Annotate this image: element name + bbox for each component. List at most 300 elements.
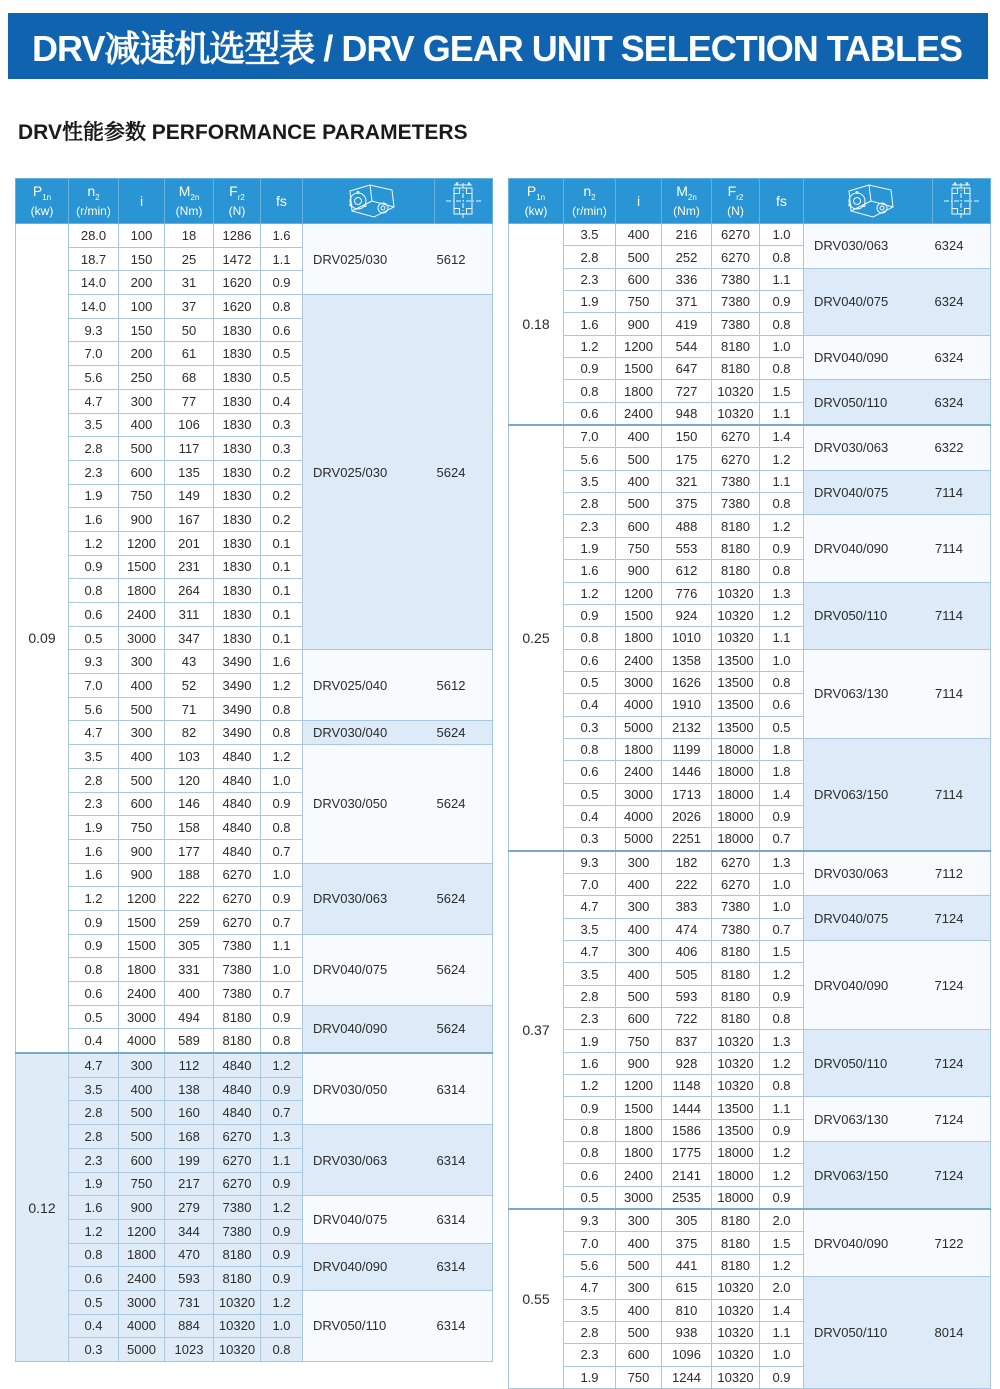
radial-force-cell: 6270: [712, 873, 760, 895]
table-row: [509, 649, 991, 671]
radial-force-cell: 10320: [712, 1052, 760, 1074]
fs-cell: 0.9: [261, 1267, 303, 1291]
model-name: DRV030/063: [814, 865, 889, 881]
radial-force-cell: 10320: [712, 1075, 760, 1097]
radial-force-cell: 18000: [712, 1142, 760, 1164]
col-header-ratio: i: [119, 179, 165, 224]
col-header-fs: fs: [261, 179, 303, 224]
n2-cell: 3.5: [564, 470, 616, 492]
ratio-cell: 1200: [119, 887, 165, 911]
ratio-cell: 300: [119, 389, 165, 413]
bearing-drawing-icon: [940, 181, 984, 221]
table-row: [16, 295, 493, 319]
ratio-cell: 1500: [119, 934, 165, 958]
ratio-cell: 900: [119, 508, 165, 532]
radial-force-cell: 1830: [214, 603, 261, 627]
fs-cell: 1.1: [760, 268, 804, 290]
table-row: [509, 1030, 991, 1052]
torque-cell: 928: [662, 1052, 712, 1074]
ratio-cell: 100: [119, 295, 165, 319]
torque-cell: 77: [165, 389, 214, 413]
fs-cell: 1.0: [760, 335, 804, 357]
fs-cell: 1.8: [760, 761, 804, 783]
table-row: [509, 224, 991, 246]
radial-force-cell: 10320: [712, 627, 760, 649]
ratio-cell: 3000: [616, 671, 662, 693]
bearing-code: 7114: [935, 786, 963, 802]
radial-force-cell: 7380: [712, 896, 760, 918]
radial-force-cell: 10320: [712, 1344, 760, 1366]
bearing-code: 6324: [934, 238, 964, 254]
torque-cell: 252: [662, 246, 712, 268]
torque-cell: 948: [662, 402, 712, 425]
model-group-cell: [804, 1209, 991, 1277]
ratio-cell: 1800: [616, 380, 662, 402]
radial-force-cell: 8180: [712, 1008, 760, 1030]
table-row: [509, 1277, 991, 1299]
ratio-cell: 5000: [616, 716, 662, 738]
fs-cell: 0.7: [261, 839, 303, 863]
col-header-radial-force: $F_{r2}$ (N): [214, 179, 261, 224]
radial-force-cell: 8180: [214, 1005, 261, 1029]
torque-cell: 2141: [662, 1164, 712, 1186]
fs-cell: 0.7: [760, 828, 804, 851]
bearing-code: 6324: [934, 350, 964, 366]
n2-cell: 0.3: [564, 716, 616, 738]
n2-cell: 7.0: [564, 425, 616, 448]
model-name: DRV040/075: [814, 910, 889, 926]
n2-cell: 5.6: [564, 1254, 616, 1276]
n2-cell: 0.3: [564, 828, 616, 851]
model-group-cell: [804, 851, 991, 896]
bearing-code: 7124: [934, 1167, 964, 1183]
fs-cell: 0.2: [261, 460, 303, 484]
n2-cell: 0.9: [564, 1097, 616, 1119]
n2-cell: 1.9: [69, 816, 119, 840]
radial-force-cell: 10320: [712, 380, 760, 402]
radial-force-cell: 7380: [214, 1196, 261, 1220]
model-name: DRV050/110: [814, 608, 888, 624]
n2-cell: 4.7: [564, 1277, 616, 1299]
torque-cell: 216: [662, 224, 712, 246]
col-header-fs: fs: [760, 179, 804, 224]
table-row: [509, 1097, 991, 1119]
power-cell: 0.55: [509, 1209, 564, 1388]
fs-cell: 1.0: [760, 873, 804, 895]
col-header-torque: $M_{2n}$ (Nm): [165, 179, 214, 224]
model-name: DRV050/110: [814, 1325, 888, 1341]
radial-force-cell: 8180: [712, 358, 760, 380]
torque-cell: 615: [662, 1277, 712, 1299]
n2-cell: 0.5: [69, 626, 119, 650]
model-group-cell: [303, 934, 493, 1005]
radial-force-cell: 6270: [712, 246, 760, 268]
fs-cell: 0.5: [261, 342, 303, 366]
bearing-code: 5612: [436, 251, 466, 267]
fs-cell: 0.8: [760, 560, 804, 582]
fs-cell: 1.1: [261, 934, 303, 958]
fs-cell: 1.4: [760, 425, 804, 448]
col-header-bearing-drawing: [435, 179, 493, 224]
ratio-cell: 400: [616, 224, 662, 246]
n2-cell: 0.8: [69, 958, 119, 982]
torque-cell: 441: [662, 1254, 712, 1276]
n2-cell: 4.7: [564, 941, 616, 963]
radial-force-cell: 6270: [712, 851, 760, 874]
ratio-cell: 400: [119, 1077, 165, 1101]
radial-force-cell: 4840: [214, 745, 261, 769]
fs-cell: 0.2: [261, 508, 303, 532]
ratio-cell: 600: [616, 1344, 662, 1366]
ratio-cell: 500: [616, 1254, 662, 1276]
fs-cell: 1.2: [760, 1142, 804, 1164]
fs-cell: 1.2: [760, 448, 804, 470]
radial-force-cell: 8180: [712, 515, 760, 537]
fs-cell: 0.9: [760, 537, 804, 559]
radial-force-cell: 7380: [712, 268, 760, 290]
col-header-speed: $n_2$ (r/min): [564, 179, 616, 224]
n2-cell: 2.8: [564, 246, 616, 268]
table-row: [509, 268, 991, 290]
table-row: [509, 380, 991, 402]
ratio-cell: 1800: [616, 1119, 662, 1141]
torque-cell: 103: [165, 745, 214, 769]
model-group-cell: [303, 1243, 493, 1290]
fs-cell: 1.1: [760, 1097, 804, 1119]
model-name: DRV025/030: [313, 464, 388, 480]
torque-cell: 217: [165, 1172, 214, 1196]
ratio-cell: 1800: [119, 1243, 165, 1267]
radial-force-cell: 10320: [712, 1321, 760, 1343]
model-name: DRV030/040: [313, 725, 388, 741]
ratio-cell: 900: [616, 1052, 662, 1074]
model-group-cell: [804, 268, 991, 335]
ratio-cell: 400: [616, 1232, 662, 1254]
n2-cell: 2.3: [564, 515, 616, 537]
fs-cell: 0.8: [760, 313, 804, 335]
fs-cell: 1.0: [261, 863, 303, 887]
radial-force-cell: 4840: [214, 768, 261, 792]
n2-cell: 1.6: [69, 863, 119, 887]
fs-cell: 0.3: [261, 413, 303, 437]
ratio-cell: 2400: [616, 761, 662, 783]
table-row: [509, 1209, 991, 1232]
radial-force-cell: 1830: [214, 342, 261, 366]
torque-cell: 544: [662, 335, 712, 357]
ratio-cell: 250: [119, 366, 165, 390]
ratio-cell: 1800: [616, 1142, 662, 1164]
n2-cell: 1.2: [69, 531, 119, 555]
fs-cell: 0.9: [261, 1172, 303, 1196]
torque-cell: 2535: [662, 1186, 712, 1209]
torque-cell: 188: [165, 863, 214, 887]
torque-cell: 470: [165, 1243, 214, 1267]
fs-cell: 0.9: [261, 1005, 303, 1029]
model-name: DRV050/110: [814, 394, 888, 410]
n2-cell: 1.9: [564, 291, 616, 313]
fs-cell: 0.7: [760, 918, 804, 940]
torque-cell: 727: [662, 380, 712, 402]
fs-cell: 1.2: [261, 745, 303, 769]
torque-cell: 175: [662, 448, 712, 470]
n2-cell: 0.4: [564, 805, 616, 827]
ratio-cell: 1500: [616, 358, 662, 380]
radial-force-cell: 6270: [712, 448, 760, 470]
torque-cell: 837: [662, 1030, 712, 1052]
n2-cell: 2.8: [69, 768, 119, 792]
bearing-code: 7124: [934, 1111, 964, 1127]
n2-cell: 5.6: [69, 366, 119, 390]
model-name: DRV040/090: [814, 1235, 889, 1251]
torque-cell: 488: [662, 515, 712, 537]
bearing-code: 7114: [935, 540, 963, 556]
ratio-cell: 1800: [616, 738, 662, 760]
model-group-cell: [303, 1196, 493, 1243]
fs-cell: 0.8: [261, 1338, 303, 1362]
torque-cell: 474: [662, 918, 712, 940]
radial-force-cell: 8180: [214, 1243, 261, 1267]
ratio-cell: 3000: [616, 1186, 662, 1209]
radial-force-cell: 1830: [214, 437, 261, 461]
torque-cell: 222: [165, 887, 214, 911]
radial-force-cell: 4840: [214, 1053, 261, 1077]
n2-cell: 1.6: [69, 1196, 119, 1220]
torque-cell: 1199: [662, 738, 712, 760]
fs-cell: 0.8: [760, 1008, 804, 1030]
ratio-cell: 300: [616, 941, 662, 963]
power-cell: 0.09: [16, 224, 69, 1054]
model-name: DRV040/090: [313, 1259, 388, 1275]
table-row: [16, 1243, 493, 1267]
n2-cell: 9.3: [564, 851, 616, 874]
ratio-cell: 4000: [119, 1029, 165, 1053]
ratio-cell: 600: [616, 268, 662, 290]
torque-cell: 336: [662, 268, 712, 290]
radial-force-cell: 18000: [712, 761, 760, 783]
n2-cell: 2.8: [564, 1321, 616, 1343]
torque-cell: 1096: [662, 1344, 712, 1366]
col-header-radial-force: $F_{r2}$ (N): [712, 179, 760, 224]
bearing-code: 5624: [436, 1021, 466, 1037]
fs-cell: 1.2: [760, 604, 804, 626]
table-row: [16, 1290, 493, 1314]
radial-force-cell: 3490: [214, 697, 261, 721]
bearing-code: 6314: [436, 1259, 466, 1275]
radial-force-cell: 8180: [712, 963, 760, 985]
torque-cell: 593: [662, 985, 712, 1007]
ratio-cell: 3000: [119, 626, 165, 650]
ratio-cell: 750: [119, 816, 165, 840]
table-row: [16, 721, 493, 745]
radial-force-cell: 8180: [214, 1029, 261, 1053]
ratio-cell: 900: [119, 839, 165, 863]
header-row: [509, 179, 991, 224]
model-group-cell: [303, 650, 493, 721]
fs-cell: 1.1: [261, 1148, 303, 1172]
ratio-cell: 1200: [119, 1219, 165, 1243]
n2-cell: 1.2: [564, 335, 616, 357]
ratio-cell: 500: [616, 246, 662, 268]
ratio-cell: 500: [119, 437, 165, 461]
fs-cell: 1.4: [760, 1299, 804, 1321]
radial-force-cell: 7380: [712, 291, 760, 313]
table-body: [509, 224, 991, 1389]
fs-cell: 0.7: [261, 982, 303, 1006]
torque-cell: 231: [165, 555, 214, 579]
torque-cell: 160: [165, 1101, 214, 1125]
selection-table-right: [508, 178, 991, 1389]
ratio-cell: 600: [119, 792, 165, 816]
model-name: DRV063/150: [814, 786, 889, 802]
ratio-cell: 300: [119, 1053, 165, 1077]
table-header: [509, 179, 991, 224]
n2-cell: 9.3: [69, 650, 119, 674]
torque-cell: 375: [662, 1232, 712, 1254]
n2-cell: 3.5: [564, 224, 616, 246]
fs-cell: 0.9: [261, 1219, 303, 1243]
fs-cell: 1.3: [261, 1125, 303, 1149]
ratio-cell: 750: [616, 537, 662, 559]
gearbox-icon: [835, 181, 901, 221]
n2-cell: 0.6: [564, 402, 616, 425]
fs-cell: 0.8: [261, 697, 303, 721]
n2-cell: 2.8: [69, 1125, 119, 1149]
n2-cell: 0.9: [564, 604, 616, 626]
ratio-cell: 300: [119, 650, 165, 674]
n2-cell: 14.0: [69, 271, 119, 295]
selection-table-left: [15, 178, 493, 1362]
ratio-cell: 750: [616, 1366, 662, 1388]
table-row: [509, 335, 991, 357]
table-row: [509, 851, 991, 874]
ratio-cell: 600: [119, 1148, 165, 1172]
fs-cell: 0.8: [261, 1029, 303, 1053]
radial-force-cell: 7380: [214, 982, 261, 1006]
col-header-power: $P_{1n}$ (kw): [509, 179, 564, 224]
n2-cell: 0.6: [564, 649, 616, 671]
torque-cell: 406: [662, 941, 712, 963]
radial-force-cell: 13500: [712, 694, 760, 716]
power-cell: 0.25: [509, 425, 564, 851]
ratio-cell: 1200: [616, 1075, 662, 1097]
fs-cell: 1.8: [760, 738, 804, 760]
n2-cell: 2.3: [69, 792, 119, 816]
n2-cell: 3.5: [564, 963, 616, 985]
fs-cell: 0.1: [261, 626, 303, 650]
fs-cell: 1.1: [760, 627, 804, 649]
fs-cell: 1.6: [261, 650, 303, 674]
table-header: [16, 179, 493, 224]
radial-force-cell: 13500: [712, 1097, 760, 1119]
col-header-gear-drawing: [804, 179, 933, 224]
ratio-cell: 3000: [616, 783, 662, 805]
table-row: [509, 515, 991, 537]
radial-force-cell: 1620: [214, 295, 261, 319]
ratio-cell: 600: [616, 515, 662, 537]
torque-cell: 1010: [662, 627, 712, 649]
torque-cell: 259: [165, 910, 214, 934]
table-row: [16, 745, 493, 769]
radial-force-cell: 3490: [214, 721, 261, 745]
fs-cell: 1.0: [261, 958, 303, 982]
model-group-cell: [804, 1277, 991, 1389]
torque-cell: 68: [165, 366, 214, 390]
fs-cell: 0.9: [760, 1366, 804, 1388]
torque-cell: 71: [165, 697, 214, 721]
model-name: DRV040/090: [814, 977, 889, 993]
radial-force-cell: 6270: [214, 1125, 261, 1149]
ratio-cell: 2400: [119, 982, 165, 1006]
model-group-cell: [804, 1142, 991, 1210]
radial-force-cell: 7380: [214, 934, 261, 958]
torque-cell: 731: [165, 1290, 214, 1314]
n2-cell: 1.9: [564, 537, 616, 559]
radial-force-cell: 4840: [214, 816, 261, 840]
model-name: DRV025/040: [313, 677, 388, 693]
n2-cell: 9.3: [69, 318, 119, 342]
torque-cell: 1586: [662, 1119, 712, 1141]
torque-cell: 1023: [165, 1338, 214, 1362]
n2-cell: 2.3: [564, 268, 616, 290]
fs-cell: 0.7: [261, 1101, 303, 1125]
torque-cell: 52: [165, 674, 214, 698]
table-row: [16, 1005, 493, 1029]
ratio-cell: 1200: [616, 582, 662, 604]
radial-force-cell: 7380: [712, 493, 760, 515]
torque-cell: 279: [165, 1196, 214, 1220]
ratio-cell: 4000: [616, 805, 662, 827]
ratio-cell: 1500: [119, 910, 165, 934]
torque-cell: 1148: [662, 1075, 712, 1097]
ratio-cell: 300: [119, 721, 165, 745]
model-group-cell: [804, 425, 991, 470]
ratio-cell: 2400: [616, 402, 662, 425]
radial-force-cell: 1830: [214, 389, 261, 413]
model-name: DRV040/075: [814, 294, 889, 310]
n2-cell: 0.9: [564, 358, 616, 380]
ratio-cell: 5000: [119, 1338, 165, 1362]
ratio-cell: 3000: [119, 1005, 165, 1029]
fs-cell: 0.7: [261, 910, 303, 934]
fs-cell: 0.9: [760, 805, 804, 827]
torque-cell: 201: [165, 531, 214, 555]
radial-force-cell: 7380: [214, 1219, 261, 1243]
ratio-cell: 1800: [119, 958, 165, 982]
fs-cell: 1.5: [760, 1232, 804, 1254]
ratio-cell: 400: [616, 425, 662, 448]
radial-force-cell: 1830: [214, 508, 261, 532]
ratio-cell: 500: [616, 985, 662, 1007]
radial-force-cell: 4840: [214, 792, 261, 816]
fs-cell: 1.2: [760, 515, 804, 537]
ratio-cell: 300: [616, 1277, 662, 1299]
model-name: DRV040/075: [814, 485, 889, 501]
fs-cell: 1.2: [760, 963, 804, 985]
model-group-cell: [804, 896, 991, 941]
n2-cell: 0.5: [69, 1290, 119, 1314]
ratio-cell: 1200: [119, 531, 165, 555]
n2-cell: 0.4: [69, 1314, 119, 1338]
bearing-code: 7114: [935, 485, 963, 501]
ratio-cell: 1800: [119, 579, 165, 603]
ratio-cell: 200: [119, 271, 165, 295]
model-name: DRV040/090: [814, 350, 889, 366]
table-row: [16, 1196, 493, 1220]
radial-force-cell: 8180: [712, 985, 760, 1007]
radial-force-cell: 10320: [712, 1299, 760, 1321]
torque-cell: 135: [165, 460, 214, 484]
radial-force-cell: 8180: [712, 560, 760, 582]
